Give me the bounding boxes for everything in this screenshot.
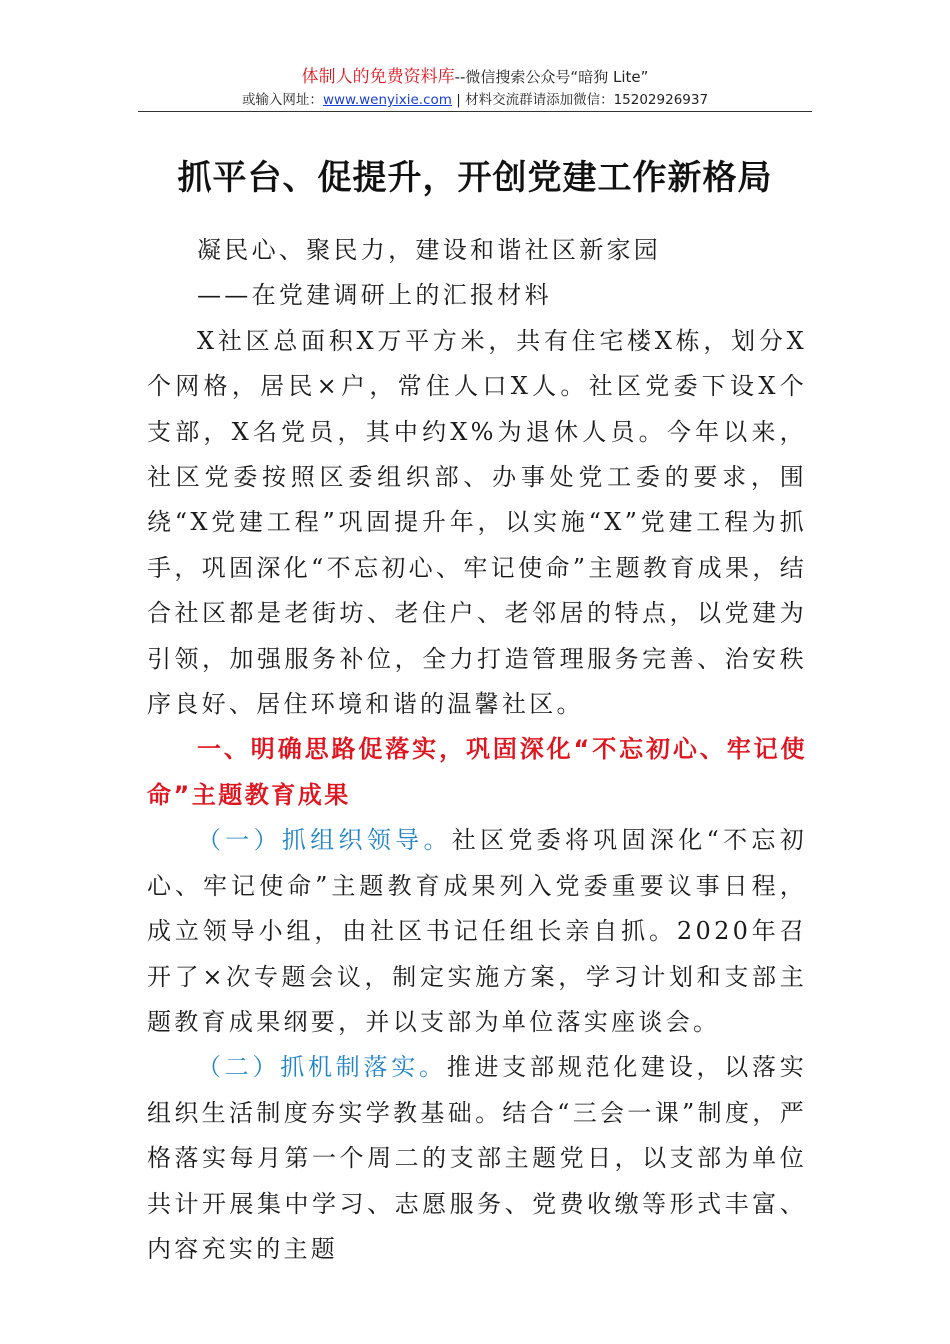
page-header — [0, 66, 950, 110]
header-brand: 体制人的免费资料库 — [301, 67, 455, 87]
item-1-text: 社区党委将巩固深化“不忘初心、牢记使命”主题教育成果列入党委重要议事日程，成立领导小组，由社区书记任组长亲自抓。2020年召开了×次专题会议，制定实施方案，学习计划和支部主题教育成果纲要，并以支部为单位落实座谈会。 — [147, 826, 808, 1036]
header-line-1 — [0, 66, 950, 88]
header-promo: --微信搜索公众号“暗狗 Lite” — [454, 68, 649, 86]
item-1-label: （一）抓组织领导。 — [197, 826, 452, 855]
item-2-paragraph — [147, 1045, 807, 1272]
header-url-link[interactable]: www.wenyixie.com — [322, 92, 452, 108]
item-2-label: （二）抓机制落实。 — [197, 1053, 447, 1082]
header-url-prefix: 或输入网址： — [241, 92, 323, 108]
header-line-2 — [0, 90, 950, 110]
subtitle-1: 凝民心、聚民力，建设和谐社区新家园 — [197, 236, 662, 264]
intro-paragraph: X社区总面积X万平方米，共有住宅楼X栋，划分X个网格，居民×户，常住人口X人。社区党委下设X个支部，X名党员，其中约X%为退休人员。今年以来，社区党委按照区委组织部、办事处党工委的要求，围绕“X党建工程”巩固提升年，以实施“X”党建工程为抓手，巩固深化“不忘初心、牢记使命”主题教育成果，结合社区都是老街坊、老住户、老邻居的特点，以党建为引领，加强服务补位，全力打造管理服务完善、治安秩序良好、居住环境和谐的温馨社区。 — [147, 326, 807, 719]
section-1-heading: 一、明确思路促落实，巩固深化“不忘初心、牢记使命”主题教育成果 — [147, 735, 807, 809]
header-divider — [138, 111, 812, 112]
document-title: 抓平台、促提升，开创党建工作新格局 — [177, 158, 773, 198]
header-contact: | 材料交流群请添加微信：15202926937 — [451, 92, 709, 108]
item-1-paragraph — [147, 818, 807, 1045]
document-body — [147, 228, 807, 1272]
subtitle-2: ——在党建调研上的汇报材料 — [197, 281, 552, 310]
item-2-text: 推进支部规范化建设，以落实组织生活制度夯实学教基础。结合“三会一课”制度，严格落实每月第一个周二的支部主题党日，以支部为单位共计开展集中学习、志愿服务、党费收缴等形式丰富、内容充实的主题 — [147, 1053, 807, 1263]
